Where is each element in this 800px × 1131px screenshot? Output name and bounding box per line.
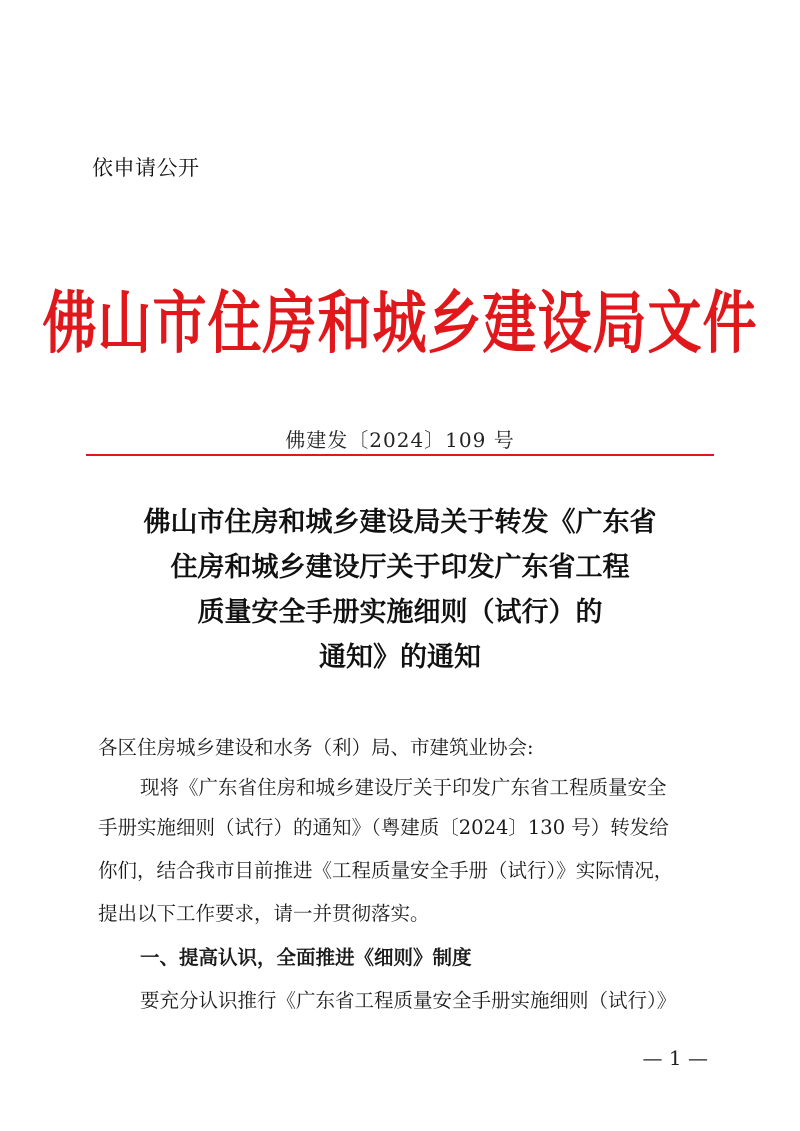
notice-title-line: 质量安全手册实施细则（试行）的 <box>197 597 603 628</box>
paragraph-line: 你们，结合我市目前推进《工程质量安全手册（试行）》实际情况， <box>98 859 674 882</box>
paragraph-line: 要充分认识推行《广东省工程质量安全手册实施细则（试行）》 <box>140 989 677 1012</box>
notice-title-line: 住房和城乡建设厅关于印发广东省工程 <box>170 552 630 583</box>
section-heading: 一、提高认识，全面推进《细则》制度 <box>140 946 472 969</box>
paragraph-line: 现将《广东省住房和城乡建设厅关于印发广东省工程质量安全 <box>140 776 667 799</box>
red-divider-line <box>86 454 714 456</box>
addressee: 各区住房城乡建设和水务（利）局、市建筑业协会: <box>98 736 534 759</box>
page-number: — 1 — <box>642 1046 708 1070</box>
paragraph-line: 手册实施细则（试行）的通知》（粤建质〔2024〕130 号）转发给 <box>98 816 669 839</box>
notice-title-line: 佛山市住房和城乡建设局关于转发《广东省 <box>143 507 657 538</box>
disclosure-label: 依申请公开 <box>92 156 200 180</box>
agency-title: 佛山市住房和城乡建设局文件 <box>42 282 758 363</box>
notice-title <box>0 500 800 680</box>
paragraph-line: 提出以下工作要求，请一并贯彻落实。 <box>98 902 430 925</box>
notice-title-line: 通知》的通知 <box>319 642 481 673</box>
document-number: 佛建发〔2024〕109 号 <box>285 428 515 452</box>
